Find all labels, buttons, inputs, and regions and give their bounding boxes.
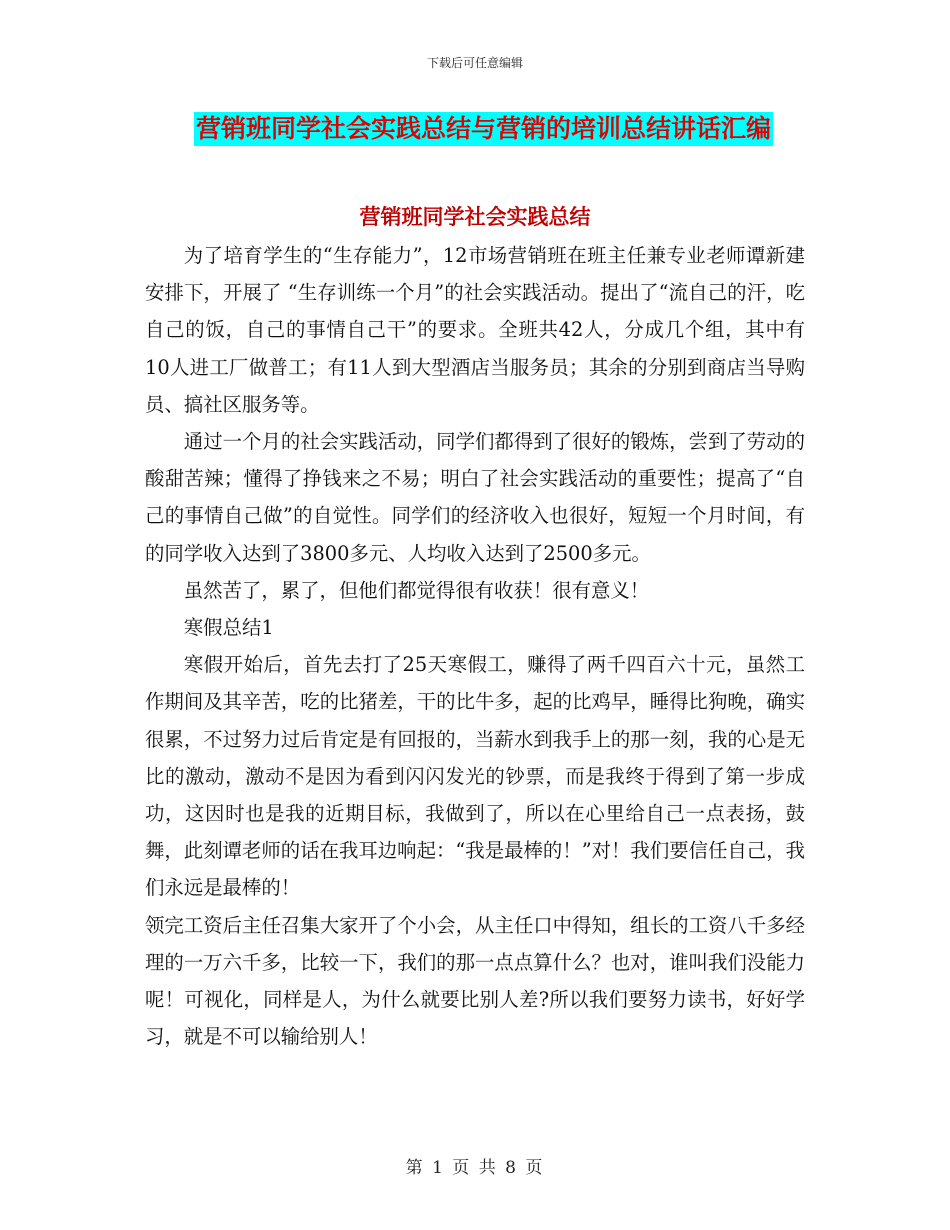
paragraph-1: 为了培育学生的“生存能力”，12市场营销班在班主任兼专业老师谭新建安排下，开展了 “生存训练一个月”的社会实践活动。提出了“流自己的汗，吃自己的饭，自己的事情自己干”的要求。全班共42人，分成几个组，其中有10人进工厂做普工；有11人到大型酒店当服务员；其余的分别到商店当导购员、搞社区服务等。: [145, 244, 805, 416]
document-title: 营销班同学社会实践总结与营销的培训总结讲话汇编: [194, 112, 773, 146]
paragraph-5: 领完工资后主任召集大家开了个小会，从主任口中得知，组长的工资八千多经理的一万六千多，比较一下，我们的那一点点算什么？也对，谁叫我们没能力呢！可视化，同样是人，为什么就要比别人差?所以我们要努力读书，好好学习，就是不可以输给别人！: [145, 913, 805, 1049]
paragraph-3: 虽然苦了，累了，但他们都觉得很有收获！很有意义！: [183, 578, 650, 602]
header-note: 下载后可任意编辑: [426, 56, 523, 70]
paragraph-2: 通过一个月的社会实践活动，同学们都得到了很好的锻炼，尝到了劳动的酸甜苦辣；懂得了挣钱来之不易；明白了社会实践活动的重要性；提高了“自己的事情自己做”的自觉性。同学们的经济收入也很好，短短一个月时间，有的同学收入达到了3800多元、人均收入达到了2500多元。: [145, 430, 805, 565]
section-title: 营销班同学社会实践总结: [359, 205, 591, 229]
paragraph-4: 寒假开始后，首先去打了25天寒假工，赚得了两千四百六十元，虽然工作期间及其辛苦，吃的比猪差，干的比牛多，起的比鸡早，睡得比狗晚，确实很累，不过努力过后肯定是有回报的，当薪水到我手上的那一刻，我的心是无比的激动，激动不是因为看到闪闪发光的钞票，而是我终于得到了第一步成功，这因时也是我的近期目标，我做到了，所以在心里给自己一点表扬，鼓舞，此刻谭老师的话在我耳边响起：“我是最棒的！”对！我们要信任自己，我们永远是最棒的！: [145, 653, 805, 900]
document-body: [145, 222, 805, 1055]
page-footer: 第 1 页 共 8 页: [405, 1158, 545, 1178]
subheading-winter-summary: 寒假总结1: [183, 616, 274, 640]
